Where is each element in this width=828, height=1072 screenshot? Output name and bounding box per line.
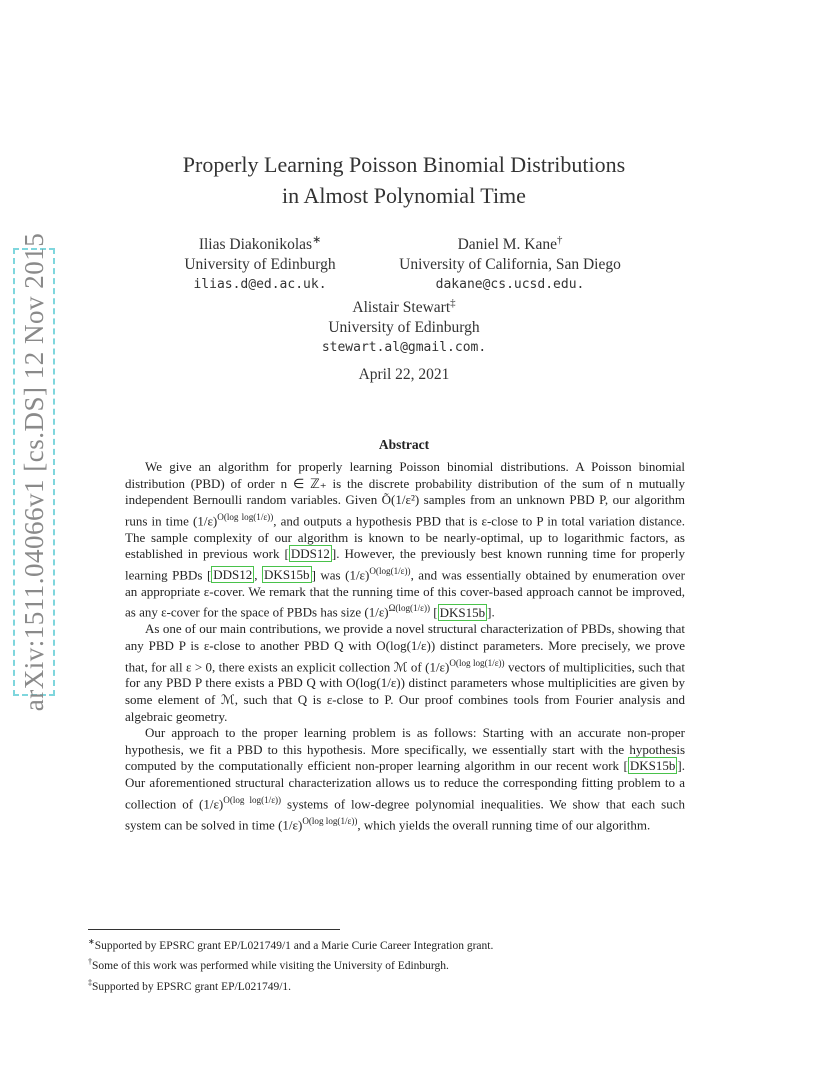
citation-link[interactable]: DKS15b	[264, 567, 310, 583]
footnote-divider	[88, 929, 340, 930]
abstract-paragraph-3: Our approach to the proper learning problem is as follows: Starting with an accurate non-proper hypothesis, we fit a PBD to this hypothesis. More specifically, we essentially start with the hypothesis computed by the computationally efficient non-proper learning algorithm in our recent work [ DKS15b ]. Our aforementioned structural characterization allows us to reduce the corresponding fitting problem to a collection of $(1/\varepsilon)^{O(log log(1/\varepsilon))}$ systems of low-degree polynomial inequalities. We show that each such system can be solved in time $(1/\varepsilon)^{O(log log(1/\varepsilon))}$, which yields the overall running time of our algorithm.	[125, 725, 685, 832]
footnote	[88, 934, 728, 954]
abstract-paragraph-1: We give an algorithm for properly learning Poisson binomial distributions. A Poisson binomial distribution (PBD) of order n ∈ ℤ₊ is the discrete probability distribution of the sum of n mutually independent Bernoulli random variables. Given Õ(1/ε²) samples from an unknown PBD P, our algorithm runs in time $(1/\varepsilon)^{O(log log(1/\varepsilon))}$, and outputs a hypothesis PBD that is ε-close to P in total variation distance. The sample complexity of our algorithm is known to be nearly-optimal, up to logarithmic factors, as established in previous work [ DDS12 ]. However, the previously best known running time for properly learning PBDs [ DDS12 , DKS15b ] was $(1/\varepsilon)^{O(log(1/\varepsilon))}$, and was essentially obtained by enumeration over an appropriate ε-cover. We remark that the running time of this cover-based approach cannot be improved, as any ε-cover for the space of PBDs has size $(1/\varepsilon)^{\Omega(log(1/\varepsilon))}$ [ DKS15b ].	[125, 459, 685, 620]
exponent: O(log log(1/ε))	[223, 794, 282, 805]
paper-title-line-2: in Almost Polynomial Time	[282, 183, 526, 208]
exponent: O(log(1/ε))	[369, 565, 411, 576]
author-footnote-mark: ∗	[312, 234, 322, 246]
footnote-mark: ‡	[88, 977, 93, 987]
citation-link[interactable]: DKS15b	[439, 604, 486, 620]
author-name: Daniel M. Kane	[457, 236, 557, 254]
abstract-text: , which yields the overall running time of our algorithm.	[357, 816, 651, 832]
exponent: Ω(log(1/ε))	[388, 603, 431, 614]
citation-link[interactable]: DKS15b	[629, 758, 676, 774]
author-block-1	[160, 230, 360, 295]
arxiv-sidebar-stamp	[13, 232, 55, 712]
author-affiliation: University of Edinburgh	[328, 319, 480, 337]
author-block-2	[385, 230, 635, 295]
footnote-text: Supported by EPSRC grant EP/L021749/1 and a Marie Curie Career Integration grant.	[94, 939, 494, 952]
abstract-text: .	[491, 604, 495, 620]
author-email[interactable]: ilias.d@ed.ac.uk.	[193, 277, 327, 293]
citation-link[interactable]: DDS12	[290, 546, 330, 562]
abstract-text: We give an algorithm for properly learning Poisson binomial distributions. A Poisson binomial distribution (PBD) of order n ∈ ℤ₊ is the discrete probability distribution of the sum of n mutually independent Bernoulli random variables. Given Õ(1/ε²) samples from an unknown PBD P, our algorithm runs in time (1/ε)	[125, 459, 685, 529]
exponent: O(log log(1/ε))	[302, 815, 358, 826]
abstract-heading: Abstract	[378, 437, 430, 452]
abstract-text: . Our aforementioned structural characterization allows us to reduce the corresponding fitting problem to a collection of (1/ε)	[125, 758, 685, 811]
author-block-3	[304, 293, 504, 358]
paper-date: April 22, 2021	[358, 366, 450, 383]
citation-link[interactable]: DDS12	[213, 567, 253, 583]
author-email[interactable]: stewart.al@gmail.com.	[321, 340, 487, 356]
footnote-text: Supported by EPSRC grant EP/L021749/1.	[92, 980, 292, 993]
abstract-text	[430, 605, 433, 620]
abstract-text: systems of low-degree polynomial inequalities. We show that each such system can be solved in time (1/ε)	[125, 795, 685, 832]
abstract-body	[125, 459, 685, 833]
author-footnote-mark: †	[557, 234, 563, 246]
author-footnote-mark: ‡	[450, 297, 456, 309]
footnote	[88, 975, 728, 995]
abstract-text: Our approach to the proper learning problem is as follows: Starting with an accurate non-proper hypothesis, we fit a PBD to this hypothesis. More specifically, we essentially start with the hypothesis computed by the computationally efficient non-proper learning algorithm in our recent work	[125, 725, 685, 774]
footnote-mark: †	[88, 957, 93, 967]
exponent: O(log log(1/ε))	[217, 511, 274, 522]
author-affiliation: University of Edinburgh	[184, 256, 336, 274]
abstract-text: As one of our main contributions, we provide a novel structural characterization of PBDs, showing that any PBD P is ε-close to another PBD Q with O(log(1/ε)) distinct parameters. More precisely, we prove that, for all ε > 0, there exists an explicit collection ℳ of (1/ε)	[125, 621, 685, 674]
abstract-text: . However, the previously best known running time for properly learning PBDs	[125, 546, 685, 583]
abstract-text: vectors of multiplicities, such that for any PBD P there exists a PBD Q with O(log(1/ε)) distinct parameters whose multiplicities are given by some element of ℳ, such that Q is ε-close to P. Our proof combines tools from Fourier analysis and algebraic geometry.	[125, 658, 685, 724]
author-name: Alistair Stewart	[352, 299, 451, 317]
abstract-text: , and was essentially obtained by enumeration over an appropriate ε-cover. We remark that the running time of this cover-based approach cannot be improved, as any ε-cover for the space of PBDs has size (1/ε)	[125, 567, 685, 620]
abstract-text: was (1/ε)	[315, 567, 370, 583]
paper-title-line-1: Properly Learning Poisson Binomial Distributions	[182, 152, 626, 177]
footnote-mark: ∗	[88, 937, 95, 946]
abstract-paragraph-2	[125, 621, 685, 725]
abstract-text: , and outputs a hypothesis PBD that is ε-close to P in total variation distance. The sample complexity of our algorithm is known to be nearly-optimal, up to logarithmic factors, as established in previous work	[125, 513, 685, 562]
exponent: O(log log(1/ε))	[449, 657, 505, 668]
footnotes	[88, 934, 728, 995]
author-name: Ilias Diakonikolas	[198, 236, 313, 254]
author-email[interactable]: dakane@cs.ucsd.edu.	[435, 277, 585, 293]
footnote	[88, 954, 728, 974]
arxiv-identifier[interactable]: arXiv:1511.04066v1 [cs.DS] 12 Nov 2015	[13, 248, 55, 696]
footnote-text: Some of this work was performed while visiting the University of Edinburgh.	[92, 960, 449, 973]
author-affiliation: University of California, San Diego	[399, 256, 621, 274]
